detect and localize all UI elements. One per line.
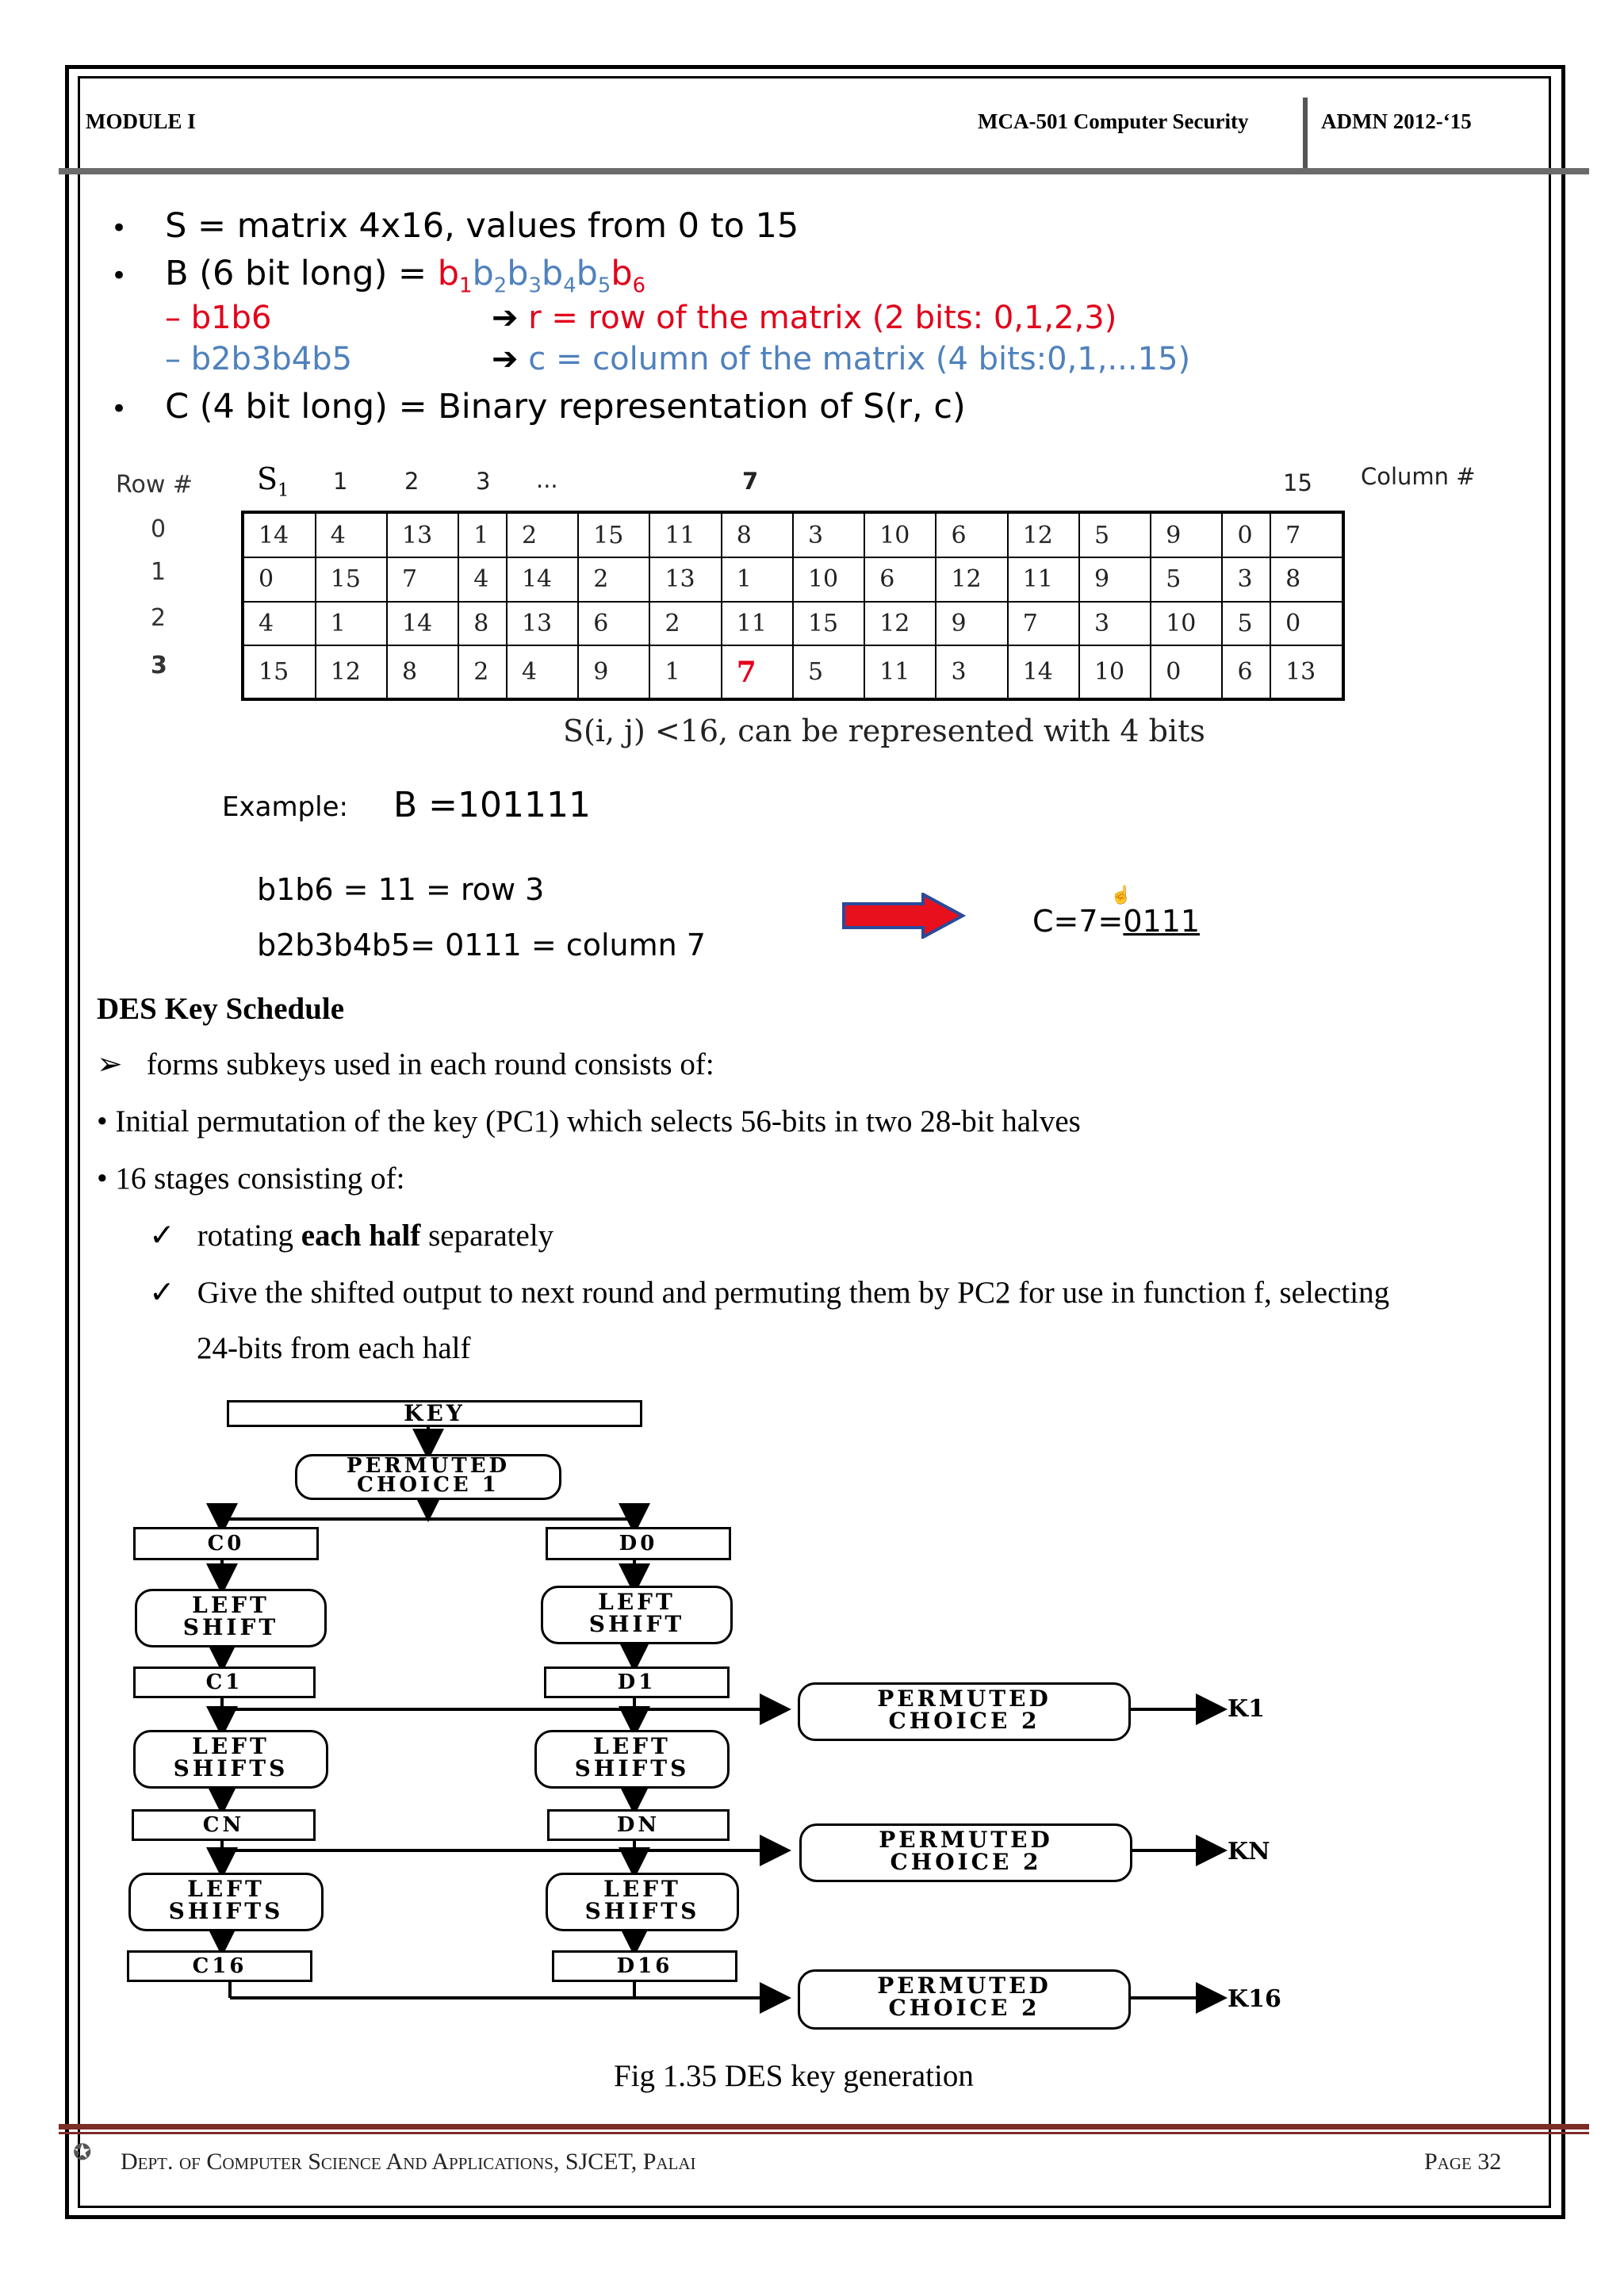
sbox-cell: 1 xyxy=(316,602,387,646)
sbox-cell: 13 xyxy=(649,557,721,602)
sbox-cell: 15 xyxy=(793,602,864,646)
slide-bullet-2: • B (6 bit long) = $b_1b_2b_3b_4b_5b_6$ xyxy=(111,254,646,298)
c0-box: C0 xyxy=(133,1527,319,1560)
sbox-cell: 6 xyxy=(936,512,1007,557)
example-value: B =101111 xyxy=(393,785,592,825)
example-line-1: b1b6 = 11 = row 3 xyxy=(257,872,545,907)
sbox-cell: 7 xyxy=(387,557,458,602)
footer-page: Page 32 xyxy=(1424,2149,1502,2175)
sbox-cell: 5 xyxy=(793,645,864,699)
sbox-cell: 12 xyxy=(316,645,387,699)
sbox-cell: 4 xyxy=(316,512,387,557)
sbox-cell: 0 xyxy=(1270,602,1343,646)
d16-box: D16 xyxy=(552,1950,737,1982)
d0-box: D0 xyxy=(546,1527,731,1560)
col-tick-15: 15 xyxy=(1283,469,1312,496)
sbox-cell: 15 xyxy=(578,512,649,557)
sbox-cell: 11 xyxy=(722,602,793,646)
sbox-cell: 11 xyxy=(649,512,721,557)
kn-label: KN xyxy=(1228,1838,1270,1866)
sbox-cell: 12 xyxy=(864,602,936,646)
sbox-cell: 3 xyxy=(1079,602,1151,646)
sbox-cell: 11 xyxy=(1008,557,1079,602)
slide-bullet-1: • S = matrix 4x16, values from 0 to 15 xyxy=(111,206,799,246)
sbox-cell: 13 xyxy=(387,512,458,557)
slide-sub-1: – b1b6 xyxy=(165,300,272,336)
k1-label: K1 xyxy=(1228,1695,1265,1723)
dn-box: DN xyxy=(547,1809,730,1841)
slide-bullet-3: • C (4 bit long) = Binary representation of S(r, c) xyxy=(111,387,966,427)
example-label: Example: xyxy=(222,791,348,823)
d1-box: D1 xyxy=(544,1667,730,1698)
figure-caption: Fig 1.35 DES key generation xyxy=(614,2059,974,2093)
sbox-cell: 2 xyxy=(649,602,721,646)
footer-rule-thick xyxy=(59,2124,1589,2130)
left-shifts-dn-box: LEFT SHIFTS xyxy=(534,1730,730,1789)
sbox-cell: 2 xyxy=(507,512,578,557)
column-header: Column # xyxy=(1361,463,1476,490)
left-shift-c1-box: LEFT SHIFT xyxy=(135,1589,327,1647)
s-label: $S_1$ xyxy=(257,461,289,501)
c1-box: C1 xyxy=(133,1667,316,1698)
col-tick-7: 7 xyxy=(742,468,759,495)
sbox-cell: 14 xyxy=(387,602,458,646)
sbox-cell: 10 xyxy=(793,557,864,602)
sbox-caption: S(i, j) <16, can be represented with 4 bits xyxy=(563,714,1205,748)
row-header: Row # xyxy=(116,471,193,499)
pc2-box-16: PERMUTED CHOICE 2 xyxy=(798,1969,1131,2030)
pc2-box-n: PERMUTED CHOICE 2 xyxy=(799,1823,1132,1882)
col-tick-2: 2 xyxy=(404,468,419,495)
sbox-cell: 9 xyxy=(1151,512,1222,557)
sbox-cell: 7 xyxy=(1008,602,1079,646)
sbox-cell: 4 xyxy=(458,557,507,602)
sbox-cell: 8 xyxy=(458,602,507,646)
sbox-cell: 4 xyxy=(507,645,578,699)
key-box: KEY xyxy=(227,1400,642,1427)
sbox-cell: 1 xyxy=(649,645,721,699)
sbox-cell: 9 xyxy=(578,645,649,699)
sbox-cell: 13 xyxy=(1270,645,1343,699)
sbox-cell: 2 xyxy=(458,645,507,699)
header-course: MCA-501 Computer Security xyxy=(978,109,1249,133)
sbox-cell: 14 xyxy=(1008,645,1079,699)
sbox-cell: 10 xyxy=(864,512,936,557)
left-shifts-d16-box: LEFT SHIFTS xyxy=(546,1873,739,1931)
sbox-cell: 9 xyxy=(1079,557,1151,602)
left-shifts-cn-box: LEFT SHIFTS xyxy=(133,1730,328,1789)
sbox-cell: 12 xyxy=(936,557,1007,602)
sbox-cell: 13 xyxy=(507,602,578,646)
slide-sub-2-desc: ➔ c = column of the matrix (4 bits:0,1,...15) xyxy=(492,341,1191,377)
cn-box: CN xyxy=(132,1809,316,1841)
header-batch: ADMN 2012-‘15 xyxy=(1321,109,1472,133)
row-label-2: 2 xyxy=(151,604,167,632)
section-check-2-cont: 24-bits from each half xyxy=(197,1331,471,1365)
row-label-0: 0 xyxy=(151,515,167,543)
footer-rule-thin xyxy=(59,2132,1589,2134)
sbox-cell: 10 xyxy=(1151,602,1222,646)
row-label-3: 3 xyxy=(151,652,167,679)
section-title: DES Key Schedule xyxy=(97,992,345,1026)
slide-sub-1-desc: ➔ r = row of the matrix (2 bits: 0,1,2,3) xyxy=(492,300,1117,336)
sbox-cell: 12 xyxy=(1008,512,1079,557)
sbox-cell: 9 xyxy=(936,602,1007,646)
sbox-cell: 5 xyxy=(1222,602,1270,646)
col-tick-1: 1 xyxy=(333,468,348,495)
sbox-cell: 2 xyxy=(578,557,649,602)
sbox-cell: 6 xyxy=(1222,645,1270,699)
sbox-cell: 1 xyxy=(722,557,793,602)
sbox-cell: 1 xyxy=(458,512,507,557)
sbox-cell: 3 xyxy=(936,645,1007,699)
sbox-cell: 5 xyxy=(1151,557,1222,602)
sbox-cell: 0 xyxy=(1151,645,1222,699)
sbox-cell: 14 xyxy=(507,557,578,602)
example-result: C=7=0111 xyxy=(1032,904,1201,939)
sbox-cell: 11 xyxy=(864,645,936,699)
sbox-cell: 0 xyxy=(243,557,316,602)
sbox-cell: 6 xyxy=(864,557,936,602)
sbox-cell: 3 xyxy=(1222,557,1270,602)
section-arrow-item: ➢ forms subkeys used in each round consists of: xyxy=(97,1047,714,1081)
example-line-2: b2b3b4b5= 0111 = column 7 xyxy=(257,928,706,962)
college-logo-icon: ✪ xyxy=(73,2141,92,2165)
sbox-cell: 15 xyxy=(316,557,387,602)
pc2-box-1: PERMUTED CHOICE 2 xyxy=(798,1682,1131,1741)
sbox-cell: 8 xyxy=(722,512,793,557)
sbox-cell: 4 xyxy=(243,602,316,646)
left-shift-d1-box: LEFT SHIFT xyxy=(541,1586,733,1644)
hand-cursor-icon: ☝ xyxy=(1110,885,1132,905)
slide-sub-2: – b2b3b4b5 xyxy=(165,341,353,377)
k16-label: K16 xyxy=(1228,1985,1281,2013)
sbox-cell: 7 xyxy=(1270,512,1343,557)
section-check-2: ✓ Give the shifted output to next round and permuting them by PC2 for use in function f, selecting xyxy=(149,1276,1390,1310)
sbox-cell: 15 xyxy=(243,645,316,699)
sbox-cell: 8 xyxy=(387,645,458,699)
section-check-1: ✓ rotating each half separately xyxy=(149,1219,554,1253)
sbox-cell: 14 xyxy=(243,512,316,557)
left-shifts-c16-box: LEFT SHIFTS xyxy=(128,1873,324,1931)
col-tick-ellipsis: ... xyxy=(536,466,558,493)
section-bullet-2: • 16 stages consisting of: xyxy=(97,1161,405,1196)
sbox-cell: 5 xyxy=(1079,512,1151,557)
section-bullet-1: • Initial permutation of the key (PC1) which selects 56-bits in two 28-bit halves xyxy=(97,1104,1081,1138)
pc1-box: PERMUTED CHOICE 1 xyxy=(295,1454,561,1500)
sbox-cell: 0 xyxy=(1222,512,1270,557)
sbox-cell: 10 xyxy=(1079,645,1151,699)
sbox-cell: 7 xyxy=(722,645,793,699)
col-tick-3: 3 xyxy=(476,468,491,495)
sbox-cell: 3 xyxy=(793,512,864,557)
sbox-cell: 6 xyxy=(578,602,649,646)
c16-box: C16 xyxy=(127,1950,312,1982)
sbox-cell: 8 xyxy=(1270,557,1343,602)
footer-dept: Dept. of Computer Science And Applications, SJCET, Palai xyxy=(121,2149,696,2175)
row-label-1: 1 xyxy=(151,558,167,586)
header-module: MODULE I xyxy=(86,109,196,133)
